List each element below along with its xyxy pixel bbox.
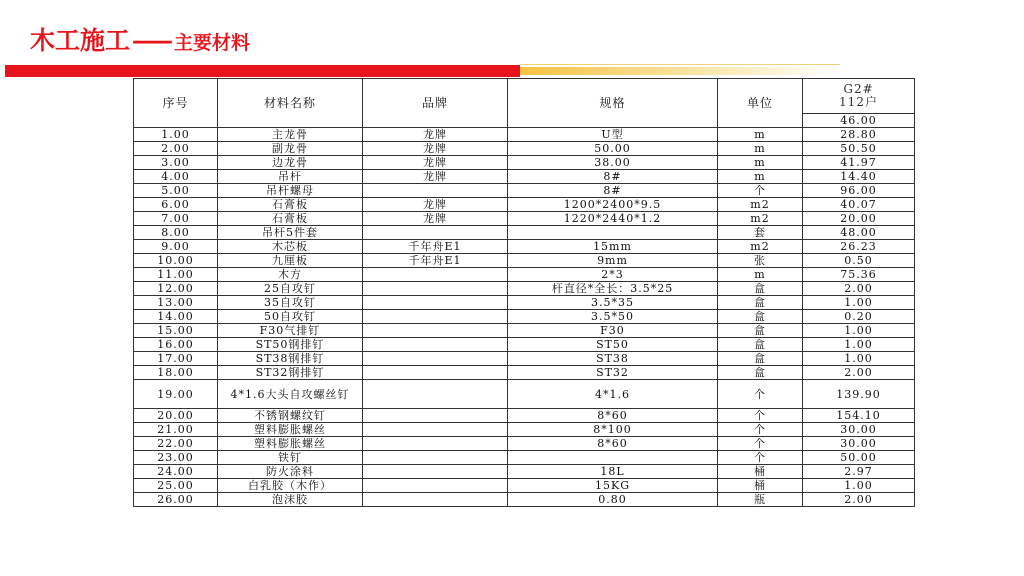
cell-spec: 3.5*35	[508, 296, 718, 310]
cell-name: 木芯板	[218, 240, 363, 254]
table-header-row	[134, 79, 915, 114]
table-row	[134, 324, 915, 338]
cell-seq: 26.00	[134, 493, 218, 507]
header-spec: 规格	[508, 79, 718, 128]
cell-name: 4*1.6大头自攻螺丝钉	[218, 380, 363, 409]
cell-seq: 2.00	[134, 142, 218, 156]
table-row	[134, 212, 915, 226]
cell-spec: 8*100	[508, 423, 718, 437]
cell-spec: 3.5*50	[508, 310, 718, 324]
table-row	[134, 198, 915, 212]
cell-seq: 21.00	[134, 423, 218, 437]
cell-name: 石膏板	[218, 198, 363, 212]
cell-brand	[363, 338, 508, 352]
table-row	[134, 479, 915, 493]
cell-name: F30气排钉	[218, 324, 363, 338]
cell-brand: 龙牌	[363, 170, 508, 184]
cell-brand	[363, 268, 508, 282]
table-row	[134, 409, 915, 423]
cell-brand	[363, 282, 508, 296]
cell-qty: 139.90	[803, 380, 915, 409]
slide-title-main: 木工施工	[30, 26, 131, 55]
table-row	[134, 142, 915, 156]
cell-brand	[363, 324, 508, 338]
cell-unit: m	[718, 128, 803, 142]
cell-brand	[363, 352, 508, 366]
cell-seq: 13.00	[134, 296, 218, 310]
cell-name: ST50钢排钉	[218, 338, 363, 352]
cell-unit: m	[718, 268, 803, 282]
cell-brand	[363, 493, 508, 507]
cell-spec: 杆直径*全长：3.5*25	[508, 282, 718, 296]
cell-unit: 个	[718, 451, 803, 465]
cell-qty: 30.00	[803, 423, 915, 437]
cell-brand	[363, 409, 508, 423]
table-row	[134, 170, 915, 184]
cell-name: 25自攻钉	[218, 282, 363, 296]
cell-spec: 9mm	[508, 254, 718, 268]
cell-brand	[363, 310, 508, 324]
table-row	[134, 184, 915, 198]
cell-spec: U型	[508, 128, 718, 142]
cell-unit: 个	[718, 380, 803, 409]
cell-seq: 6.00	[134, 198, 218, 212]
cell-seq: 8.00	[134, 226, 218, 240]
cell-seq: 4.00	[134, 170, 218, 184]
cell-qty: 1.00	[803, 338, 915, 352]
cell-spec: 50.00	[508, 142, 718, 156]
cell-brand: 龙牌	[363, 212, 508, 226]
cell-qty: 26.23	[803, 240, 915, 254]
table-row	[134, 254, 915, 268]
cell-qty: 0.20	[803, 310, 915, 324]
cell-name: 吊杆螺母	[218, 184, 363, 198]
cell-name: 木方	[218, 268, 363, 282]
cell-qty: 2.97	[803, 465, 915, 479]
cell-spec	[508, 451, 718, 465]
cell-spec: 8#	[508, 170, 718, 184]
cell-spec: 8*60	[508, 437, 718, 451]
cell-seq: 3.00	[134, 156, 218, 170]
cell-seq: 22.00	[134, 437, 218, 451]
cell-name: 吊杆5件套	[218, 226, 363, 240]
cell-spec: 18L	[508, 465, 718, 479]
cell-spec: 15KG	[508, 479, 718, 493]
cell-spec: 4*1.6	[508, 380, 718, 409]
cell-spec: 8*60	[508, 409, 718, 423]
cell-spec: F30	[508, 324, 718, 338]
cell-unit: 盒	[718, 324, 803, 338]
header-g2-value: 46.00	[803, 114, 915, 128]
cell-spec: ST50	[508, 338, 718, 352]
cell-seq: 12.00	[134, 282, 218, 296]
cell-qty: 48.00	[803, 226, 915, 240]
cell-spec: 0.80	[508, 493, 718, 507]
cell-brand: 龙牌	[363, 142, 508, 156]
cell-seq: 9.00	[134, 240, 218, 254]
table-row	[134, 310, 915, 324]
header-g2	[803, 79, 915, 114]
header-seq: 序号	[134, 79, 218, 128]
cell-name: 主龙骨	[218, 128, 363, 142]
cell-name: 铁钉	[218, 451, 363, 465]
table-row	[134, 465, 915, 479]
cell-brand	[363, 184, 508, 198]
cell-seq: 17.00	[134, 352, 218, 366]
cell-qty: 14.40	[803, 170, 915, 184]
materials-table	[133, 78, 915, 507]
cell-name: 35自攻钉	[218, 296, 363, 310]
cell-spec: 2*3	[508, 268, 718, 282]
cell-seq: 19.00	[134, 380, 218, 409]
cell-name: 泡沫胶	[218, 493, 363, 507]
cell-unit: m2	[718, 212, 803, 226]
header-g2-building: G2#	[843, 82, 874, 96]
cell-unit: 瓶	[718, 493, 803, 507]
cell-seq: 16.00	[134, 338, 218, 352]
cell-brand	[363, 423, 508, 437]
decor-line	[520, 64, 840, 65]
cell-brand: 千年舟E1	[363, 240, 508, 254]
cell-unit: 张	[718, 254, 803, 268]
cell-name: 不锈钢螺纹钉	[218, 409, 363, 423]
cell-unit: 盒	[718, 282, 803, 296]
table-row	[134, 493, 915, 507]
cell-qty: 50.00	[803, 451, 915, 465]
cell-name: 副龙骨	[218, 142, 363, 156]
slide-title-sub: 主要材料	[174, 32, 251, 54]
cell-brand: 龙牌	[363, 128, 508, 142]
cell-qty: 2.00	[803, 282, 915, 296]
table-row	[134, 240, 915, 254]
cell-seq: 5.00	[134, 184, 218, 198]
cell-seq: 11.00	[134, 268, 218, 282]
cell-unit: 盒	[718, 296, 803, 310]
cell-brand	[363, 296, 508, 310]
cell-unit: 桶	[718, 479, 803, 493]
cell-seq: 1.00	[134, 128, 218, 142]
cell-name: 九厘板	[218, 254, 363, 268]
cell-qty: 2.00	[803, 366, 915, 380]
table-row	[134, 451, 915, 465]
cell-unit: 桶	[718, 465, 803, 479]
cell-qty: 28.80	[803, 128, 915, 142]
cell-unit: 盒	[718, 366, 803, 380]
cell-brand	[363, 479, 508, 493]
cell-brand: 千年舟E1	[363, 254, 508, 268]
cell-unit: 盒	[718, 338, 803, 352]
slide-title-dash: ——	[132, 29, 171, 54]
table-row	[134, 128, 915, 142]
cell-seq: 14.00	[134, 310, 218, 324]
table-row	[134, 437, 915, 451]
cell-brand: 龙牌	[363, 156, 508, 170]
cell-brand	[363, 437, 508, 451]
cell-unit: m	[718, 170, 803, 184]
cell-name: ST32钢排钉	[218, 366, 363, 380]
decor-gold-bar	[520, 67, 840, 75]
cell-spec: 1220*2440*1.2	[508, 212, 718, 226]
cell-name: 边龙骨	[218, 156, 363, 170]
cell-unit: 个	[718, 437, 803, 451]
table-row	[134, 380, 915, 409]
cell-qty: 154.10	[803, 409, 915, 423]
cell-qty: 41.97	[803, 156, 915, 170]
cell-qty: 1.00	[803, 324, 915, 338]
header-g2-households: 112户	[839, 95, 878, 109]
cell-unit: m2	[718, 198, 803, 212]
table-row	[134, 282, 915, 296]
slide-title	[30, 22, 250, 56]
cell-unit: 个	[718, 409, 803, 423]
cell-brand	[363, 226, 508, 240]
cell-unit: m	[718, 142, 803, 156]
cell-qty: 75.36	[803, 268, 915, 282]
cell-seq: 20.00	[134, 409, 218, 423]
cell-name: 吊杆	[218, 170, 363, 184]
cell-qty: 96.00	[803, 184, 915, 198]
cell-seq: 7.00	[134, 212, 218, 226]
cell-brand	[363, 366, 508, 380]
table-row	[134, 296, 915, 310]
cell-seq: 18.00	[134, 366, 218, 380]
table-row	[134, 423, 915, 437]
cell-unit: m2	[718, 240, 803, 254]
cell-qty: 1.00	[803, 479, 915, 493]
table-row	[134, 338, 915, 352]
cell-qty: 0.50	[803, 254, 915, 268]
table-row	[134, 366, 915, 380]
cell-qty: 40.07	[803, 198, 915, 212]
decor-red-bar	[5, 65, 520, 77]
cell-seq: 24.00	[134, 465, 218, 479]
table-row	[134, 226, 915, 240]
cell-unit: 盒	[718, 310, 803, 324]
cell-spec: 15mm	[508, 240, 718, 254]
cell-spec	[508, 226, 718, 240]
cell-spec: ST38	[508, 352, 718, 366]
cell-spec: 38.00	[508, 156, 718, 170]
cell-name: 防火涂料	[218, 465, 363, 479]
cell-qty: 2.00	[803, 493, 915, 507]
cell-qty: 20.00	[803, 212, 915, 226]
table-row	[134, 352, 915, 366]
header-brand: 品牌	[363, 79, 508, 128]
cell-seq: 15.00	[134, 324, 218, 338]
cell-name: 石膏板	[218, 212, 363, 226]
cell-brand	[363, 465, 508, 479]
cell-seq: 25.00	[134, 479, 218, 493]
cell-spec: 1200*2400*9.5	[508, 198, 718, 212]
cell-qty: 50.50	[803, 142, 915, 156]
cell-seq: 23.00	[134, 451, 218, 465]
cell-name: ST38钢排钉	[218, 352, 363, 366]
cell-brand	[363, 380, 508, 409]
cell-qty: 1.00	[803, 352, 915, 366]
cell-brand: 龙牌	[363, 198, 508, 212]
cell-qty: 1.00	[803, 296, 915, 310]
cell-qty: 30.00	[803, 437, 915, 451]
cell-brand	[363, 451, 508, 465]
cell-unit: 套	[718, 226, 803, 240]
table-row	[134, 268, 915, 282]
cell-name: 白乳胶（木作）	[218, 479, 363, 493]
cell-name: 塑料膨胀螺丝	[218, 437, 363, 451]
header-unit: 单位	[718, 79, 803, 128]
cell-unit: m	[718, 156, 803, 170]
cell-unit: 盒	[718, 352, 803, 366]
cell-name: 50自攻钉	[218, 310, 363, 324]
cell-seq: 10.00	[134, 254, 218, 268]
table-row	[134, 156, 915, 170]
cell-unit: 个	[718, 423, 803, 437]
cell-name: 塑料膨胀螺丝	[218, 423, 363, 437]
cell-spec: ST32	[508, 366, 718, 380]
cell-unit: 个	[718, 184, 803, 198]
cell-spec: 8#	[508, 184, 718, 198]
header-name: 材料名称	[218, 79, 363, 128]
